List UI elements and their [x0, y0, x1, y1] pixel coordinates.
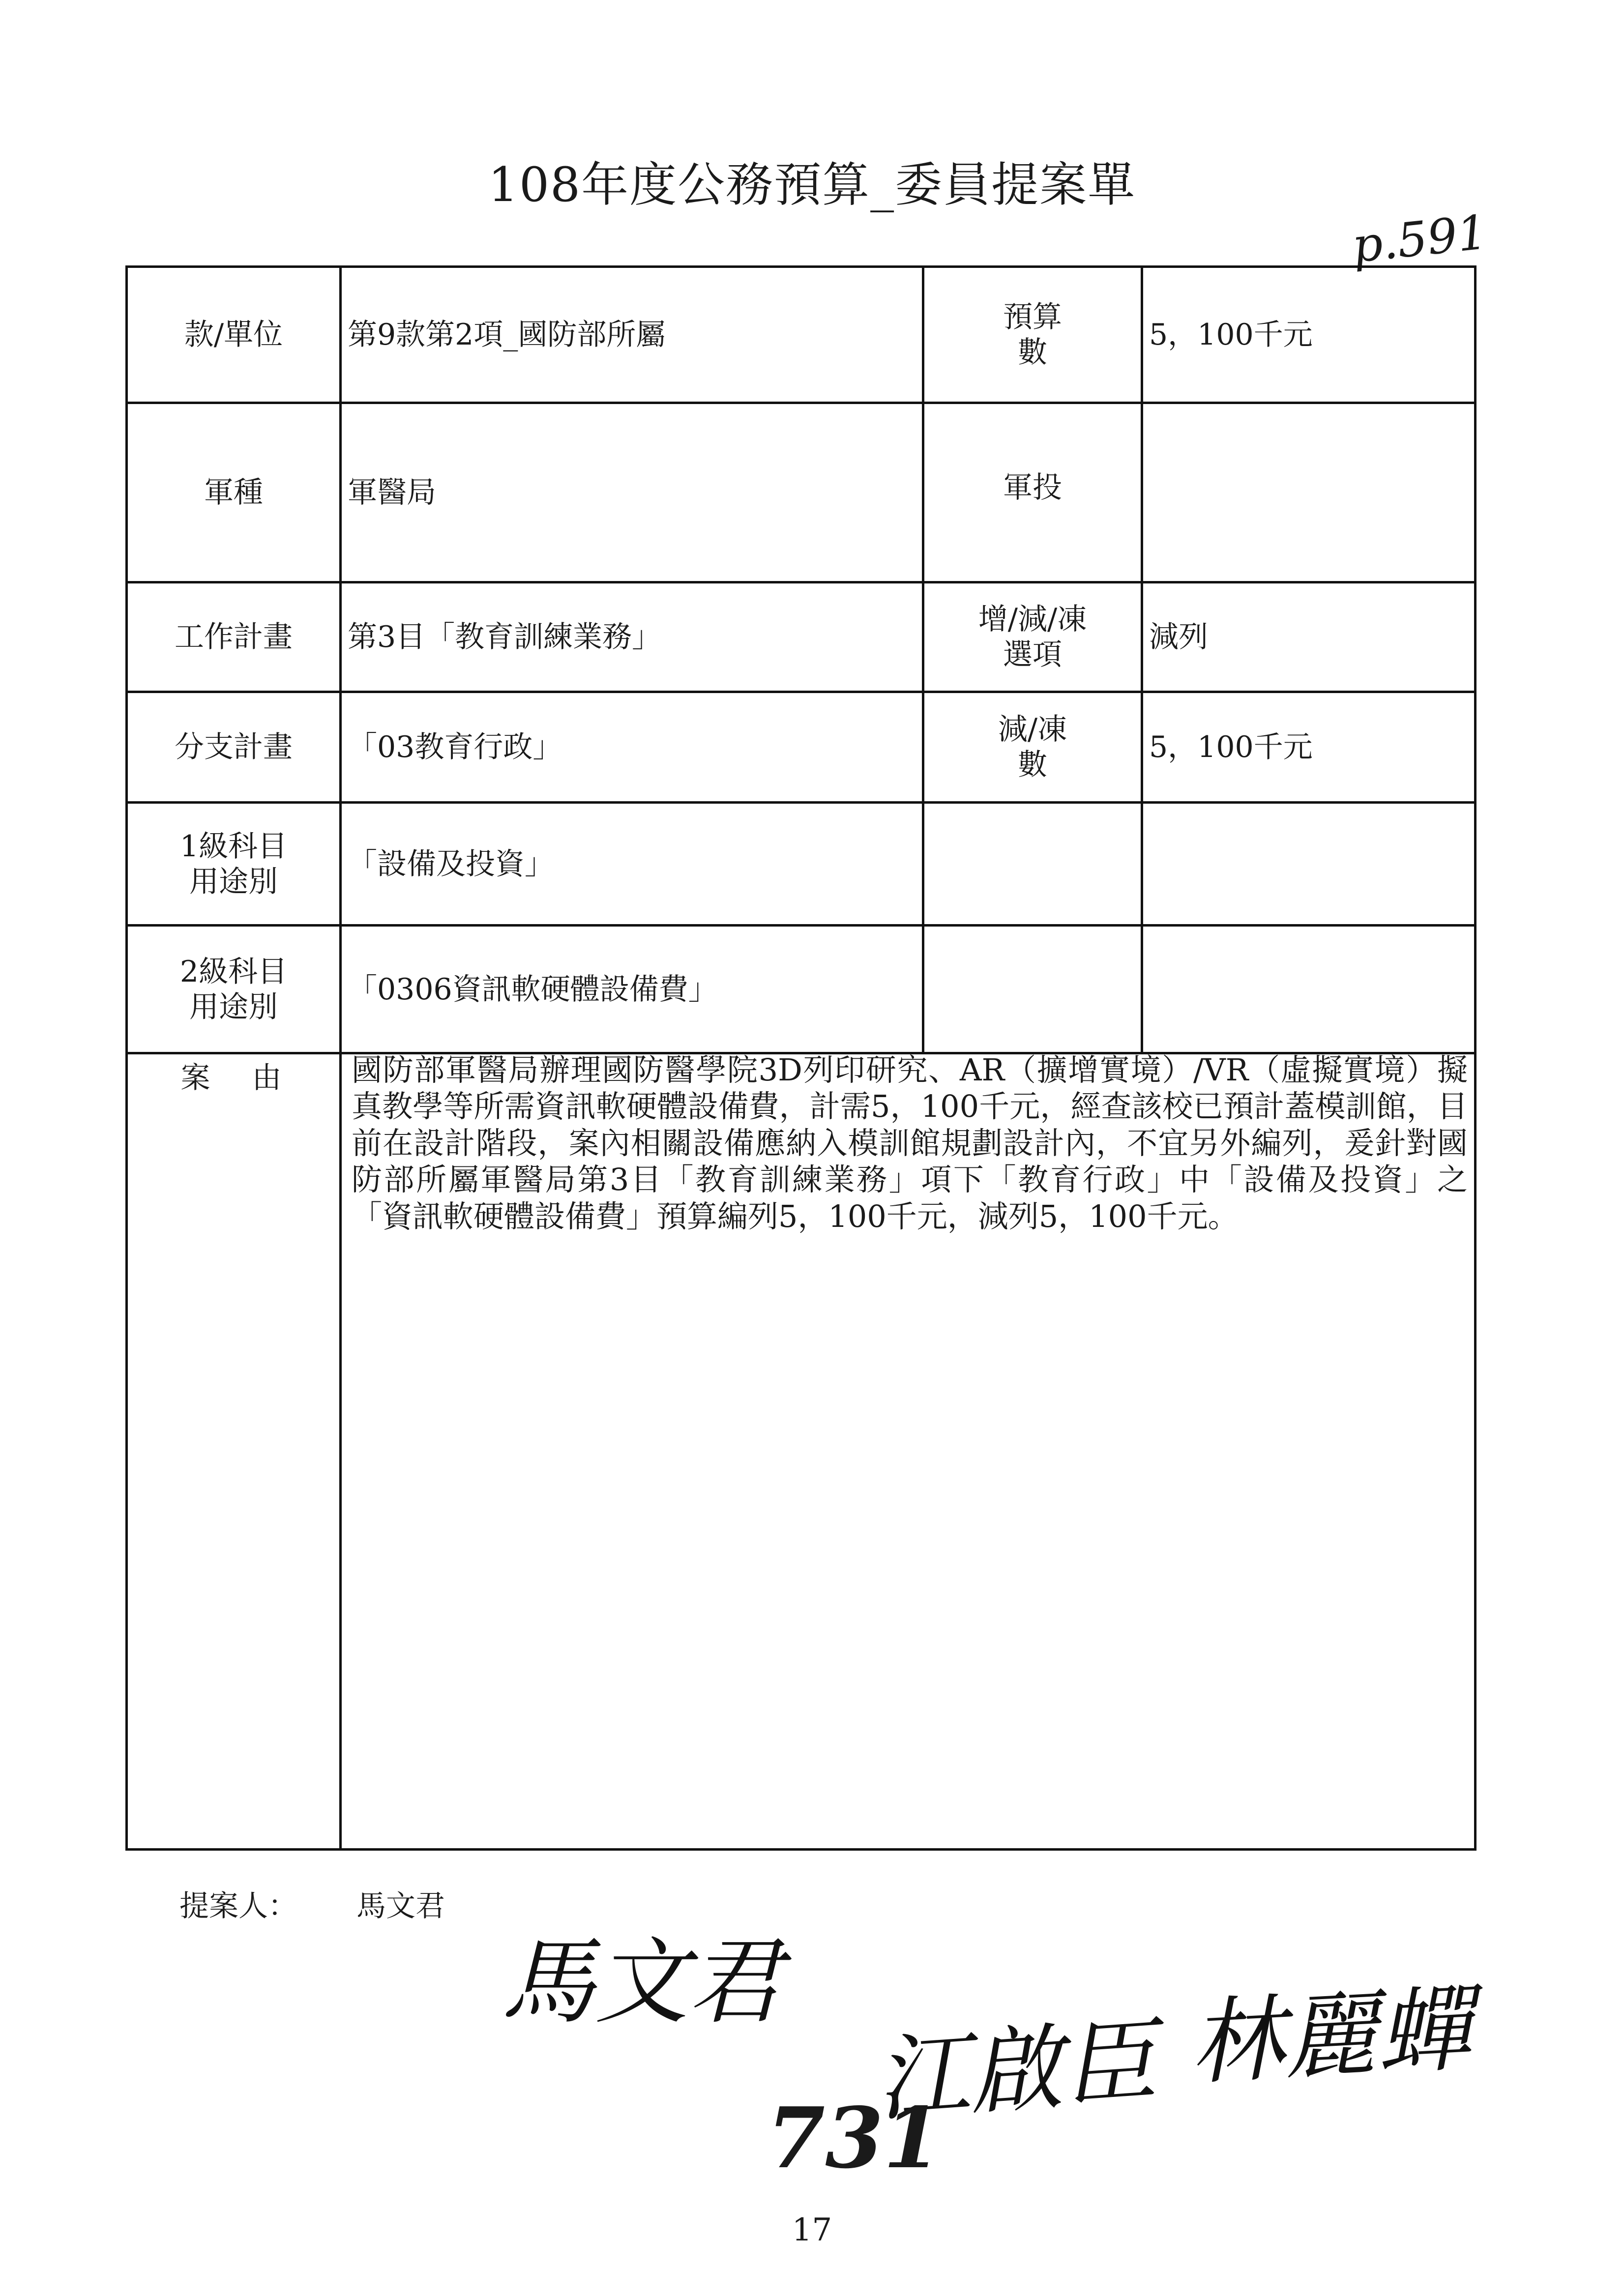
value-work-plan: 第3目「教育訓練業務」 [348, 620, 662, 654]
empty-cell-r5c3 [924, 927, 1141, 1052]
label-fund-unit: 款/單位 [184, 318, 283, 352]
value-budget-amount: 5，100千元 [1149, 318, 1313, 352]
proposer-name: 馬文君 [356, 1889, 445, 1923]
value-reduce-amount: 5，100千元 [1149, 730, 1313, 764]
label-reduce-amount: 減/凍 數 [998, 712, 1067, 782]
handwritten-page-reference: p.591 [1349, 204, 1490, 274]
reason-text: 國防部軍醫局辦理國防醫學院3D列印研究、AR（擴增實境）/VR（虛擬實境）擬真教學等所需資訊軟硬體設備費，計需5，100千元，經查該校已預計蓋模訓館，目前在設計階段，案內相關設備應納入模訓館規劃設計內，不宜另外編列，爰針對國防部所屬軍醫局第3目「教育訓練業務」項下「教育行政」中「設備及投資」之「資訊軟硬體設備費」預算編列5，100千元，減列5，100千元。 [352, 1052, 1468, 1234]
empty-cell-r4c3 [924, 804, 1141, 924]
value-level2-subject: 「0306資訊軟硬體設備費」 [348, 972, 718, 1007]
value-adjust-option: 減列 [1149, 620, 1208, 654]
label-work-plan: 工作計畫 [175, 620, 293, 654]
label-level2-subject: 2級科目 用途別 [179, 954, 288, 1024]
label-military-investment: 軍投 [1003, 470, 1062, 505]
label-budget-amount: 預算 數 [1003, 300, 1062, 370]
label-branch-plan: 分支計畫 [175, 730, 293, 764]
label-reason [125, 1054, 337, 1097]
signature-1: 馬文君 [502, 1928, 782, 2036]
label-level1-subject: 1級科目 用途別 [179, 829, 288, 899]
proposer-label: 提案人： [179, 1889, 297, 1923]
value-service-branch: 軍醫局 [348, 475, 436, 510]
label-service-branch: 軍種 [204, 475, 263, 510]
page-number: 17 [792, 2212, 832, 2248]
value-branch-plan: 「03教育行政」 [348, 730, 562, 764]
label-reason-char-1: 案 [180, 1061, 210, 1095]
label-reason-char-2: 由 [252, 1061, 282, 1095]
value-military-investment [1143, 404, 1474, 581]
handwritten-stamp-number: 731 [767, 2089, 942, 2187]
signature-2: 江啟臣 [872, 2006, 1160, 2135]
empty-cell-r5c4 [1143, 927, 1474, 1052]
label-adjust-option: 增/減/凍 選項 [978, 602, 1087, 672]
value-fund-unit: 第9款第2項_國防部所屬 [348, 318, 666, 352]
page-title: 108年度公務預算_委員提案單 [488, 157, 1136, 212]
empty-cell-r4c4 [1143, 804, 1474, 924]
value-level1-subject: 「設備及投資」 [348, 846, 554, 881]
signature-3: 林麗蟬 [1187, 1975, 1474, 2098]
